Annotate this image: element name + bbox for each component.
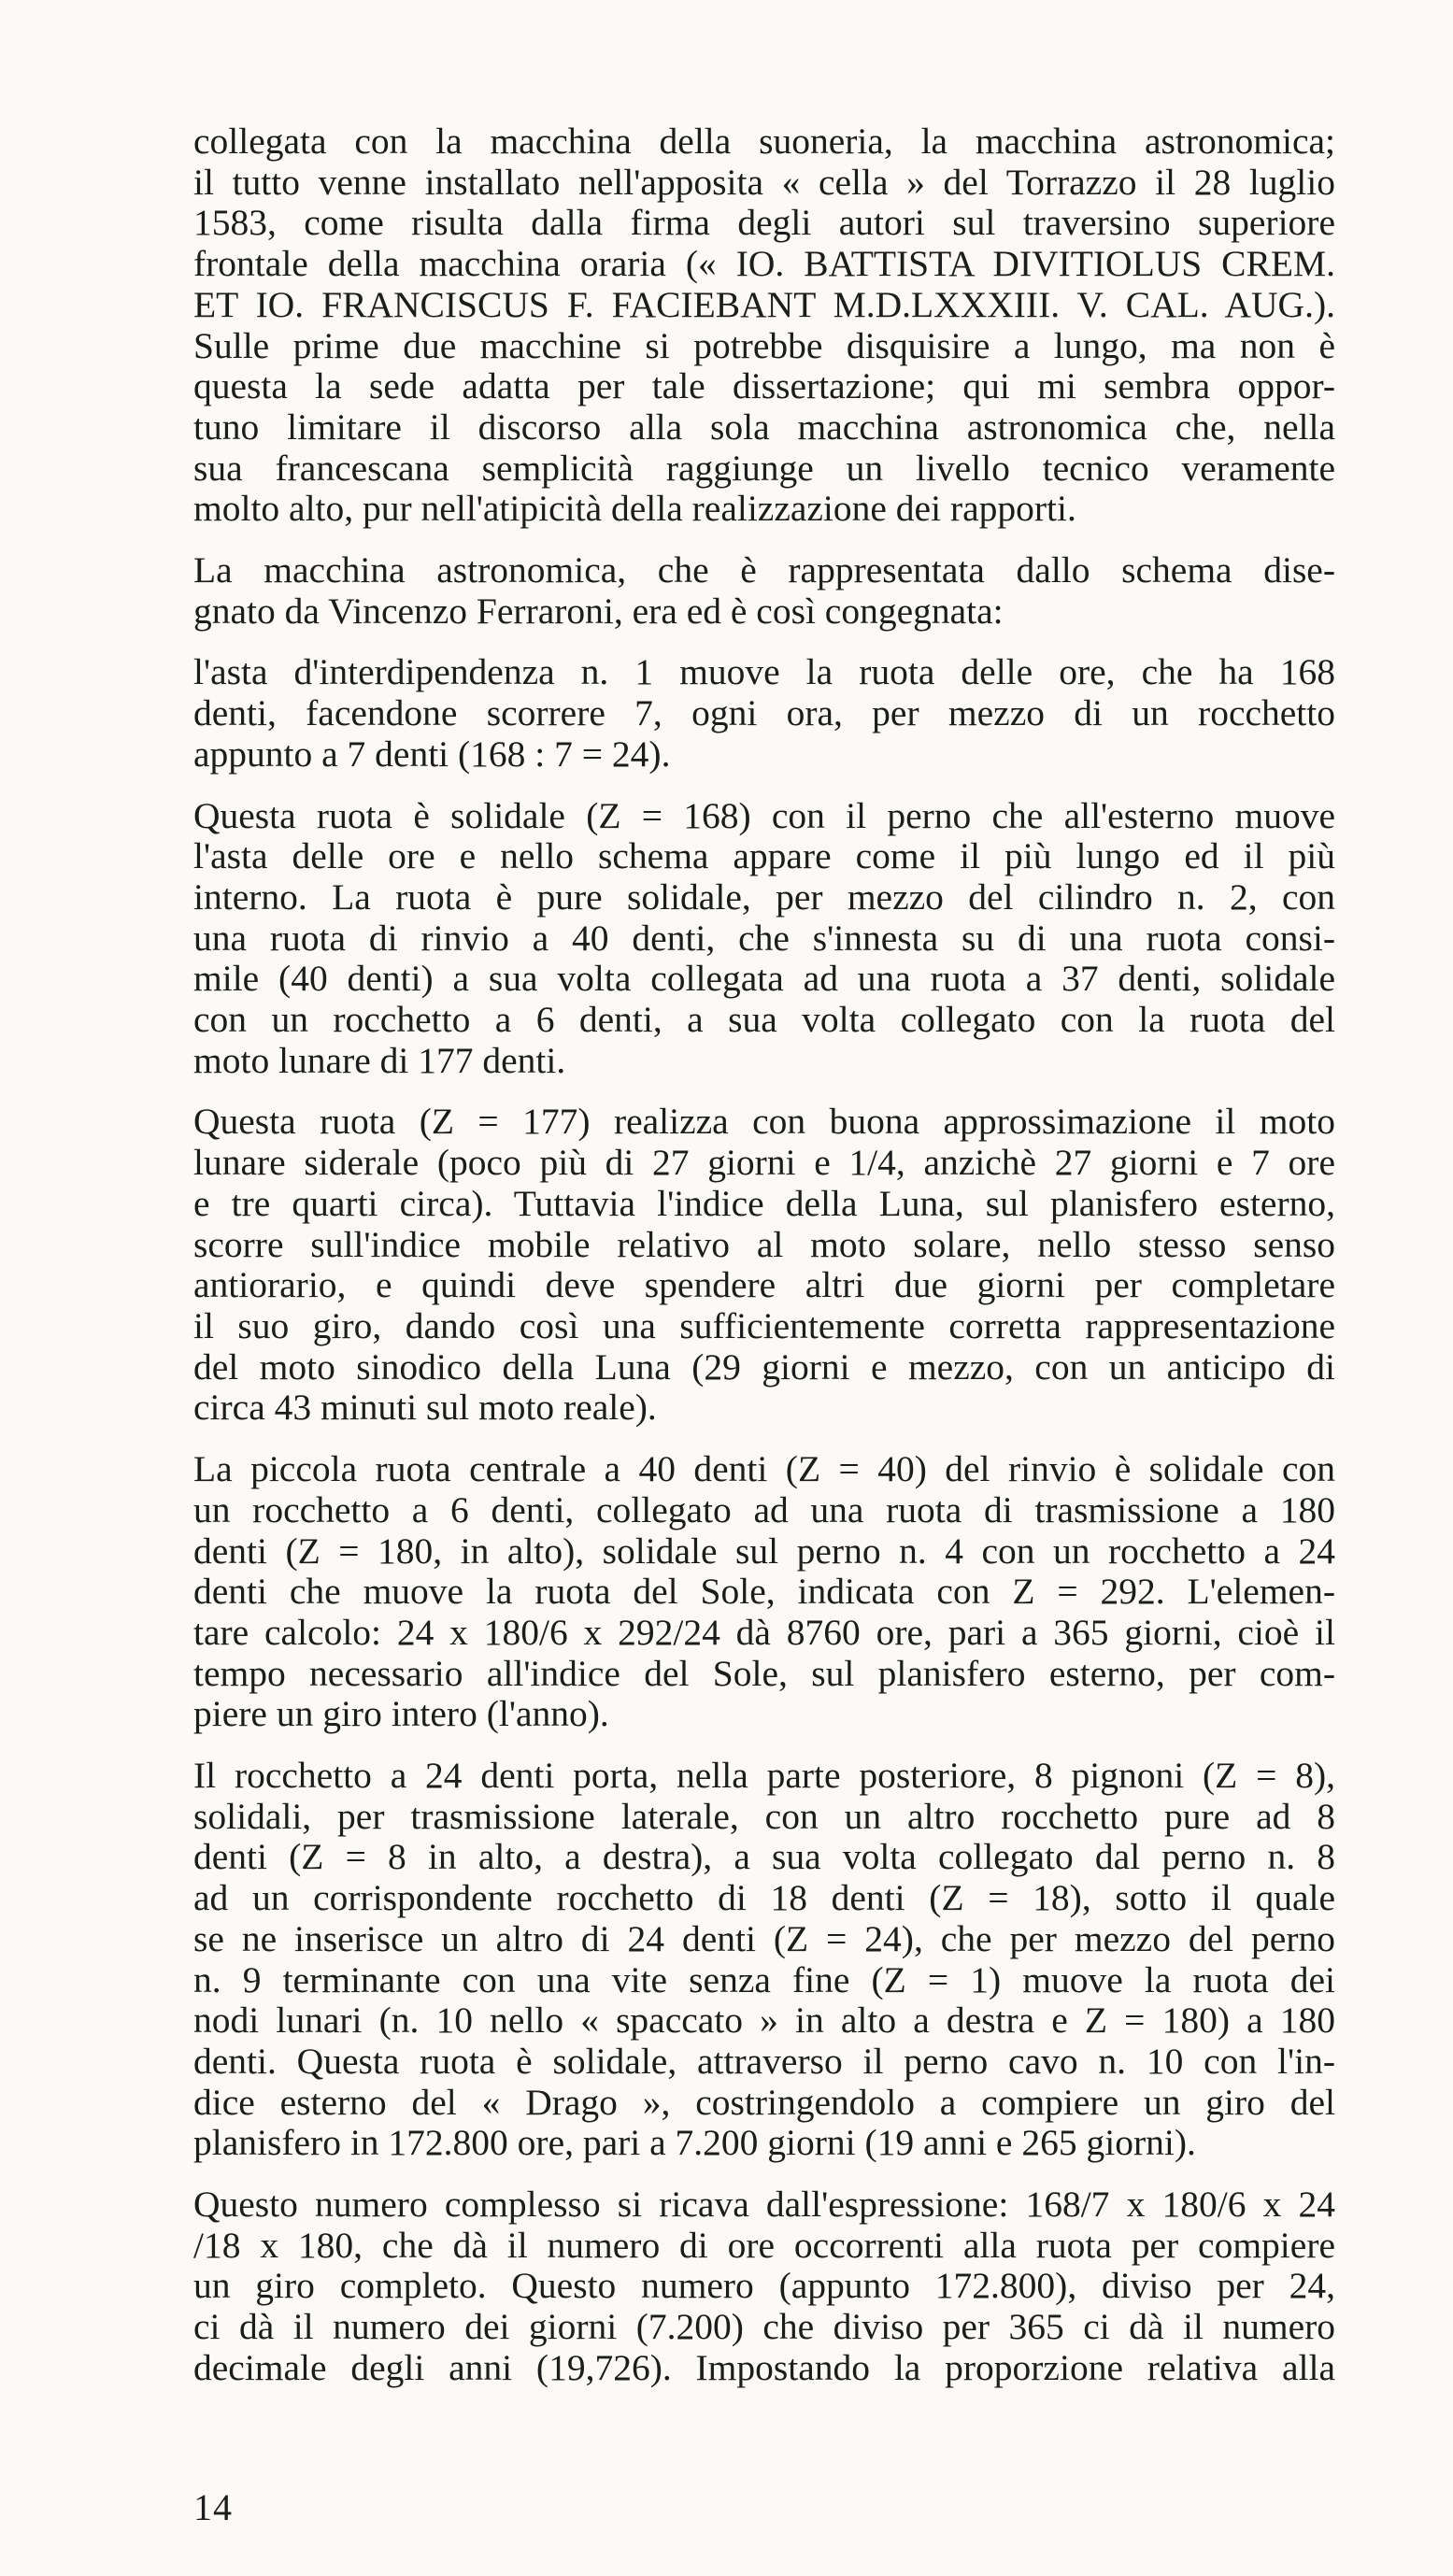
text-line: ad un corrispondente rocchetto di 18 denti (Z = 18), sotto il quale (193, 1877, 1335, 1919)
paragraph (193, 1102, 1335, 1429)
text-line: e tre quarti circa). Tuttavia l'indice della Luna, sul planisfero esterno, (193, 1182, 1335, 1224)
text-line: denti (Z = 8 in alto, a destra), a sua volta collegato dal perno n. 8 (193, 1836, 1335, 1878)
text-line: gnato da Vincenzo Ferraroni, era ed è così congegnata: (193, 590, 1004, 632)
text-line: decimale degli anni (19,726). Impostando la proporzione relativa alla (193, 2346, 1335, 2388)
text-line: Questa ruota (Z = 177) realizza con buona approssimazione il moto (193, 1101, 1335, 1143)
page-number: 14 (193, 2486, 233, 2528)
text-line: un giro completo. Questo numero (appunto 172.800), diviso per 24, (193, 2265, 1335, 2307)
text-line: denti (Z = 180, in alto), solidale sul perno n. 4 con un rocchetto a 24 (193, 1530, 1335, 1572)
text-line: Questo numero complesso si ricava dall'espressione: 168/7 x 180/6 x 24 (193, 2184, 1335, 2226)
text-line: solidali, per trasmissione laterale, con un altro rocchetto pure ad 8 (193, 1795, 1335, 1837)
paragraph (193, 550, 1335, 632)
text-line: scorre sull'indice mobile relativo al moto solare, nello stesso senso (193, 1223, 1335, 1265)
text-line: l'asta delle ore e nello schema appare come il più lungo ed il più (193, 835, 1335, 877)
text-line: lunare siderale (poco più di 27 giorni e 1/4, anzichè 27 giorni e 7 ore (193, 1142, 1335, 1184)
text-line: n. 9 terminante con una vite senza fine (Z = 1) muove la ruota dei (193, 1958, 1335, 2000)
text-line: 1583, come risulta dalla firma degli autori sul traversino superiore (193, 202, 1335, 244)
text-line: circa 43 minuti sul moto reale). (193, 1387, 657, 1429)
page-body (193, 121, 1335, 2410)
text-line: denti. Questa ruota è solidale, attraverso il perno cavo n. 10 con l'in- (193, 2040, 1335, 2082)
paragraph (193, 1449, 1335, 1735)
paragraph (193, 796, 1335, 1082)
text-line: Sulle prime due macchine si potrebbe disquisire a lungo, ma non è (193, 324, 1335, 366)
text-line: nodi lunari (n. 10 nello « spaccato » in alto a destra e Z = 180) a 180 (193, 2000, 1335, 2042)
text-line: tare calcolo: 24 x 180/6 x 292/24 dà 8760 ore, pari a 365 giorni, cioè il (193, 1611, 1335, 1653)
text-line: se ne inserisce un altro di 24 denti (Z = 24), che per mezzo del perno (193, 1917, 1335, 1959)
text-line: dice esterno del « Drago », costringendolo a compiere un giro del (193, 2081, 1335, 2123)
text-line: il tutto venne installato nell'apposita « cella » del Torrazzo il 28 luglio (193, 161, 1335, 203)
text-line: con un rocchetto a 6 denti, a sua volta collegato con la ruota del (193, 999, 1335, 1041)
text-line: ET IO. FRANCISCUS F. FACIEBANT M.D.LXXXIII. V. CAL. AUG.). (193, 283, 1335, 325)
text-line: denti, facendone scorrere 7, ogni ora, per mezzo di un rocchetto (193, 692, 1335, 734)
text-line: collegata con la macchina della suoneria, la macchina astronomica; (193, 121, 1335, 162)
text-line: sua francescana semplicità raggiunge un livello tecnico veramente (193, 447, 1335, 489)
text-line: un rocchetto a 6 denti, collegato ad una ruota di trasmissione a 180 (193, 1488, 1335, 1530)
text-line: frontale della macchina oraria (« IO. BATTISTA DIVITIOLUS CREM. (193, 243, 1335, 285)
text-line: questa la sede adatta per tale dissertazione; qui mi sembra oppor- (193, 365, 1335, 407)
paragraph (193, 2185, 1335, 2389)
text-line: una ruota di rinvio a 40 denti, che s'innesta su di una ruota consi- (193, 917, 1335, 959)
text-line: /18 x 180, che dà il numero di ore occorrenti alla ruota per compiere (193, 2224, 1335, 2266)
text-line: Questa ruota è solidale (Z = 168) con il perno che all'esterno muove (193, 794, 1335, 836)
text-line: La piccola ruota centrale a 40 denti (Z = 40) del rinvio è solidale con (193, 1448, 1335, 1490)
text-line: planisfero in 172.800 ore, pari a 7.200 giorni (19 anni e 265 giorni). (193, 2122, 1196, 2164)
text-line: antiorario, e quindi deve spendere altri due giorni per completare (193, 1264, 1335, 1306)
text-line: mile (40 denti) a sua volta collegata ad una ruota a 37 denti, solidale (193, 958, 1335, 1000)
text-line: l'asta d'interdipendenza n. 1 muove la ruota delle ore, che ha 168 (193, 651, 1335, 693)
paragraph (193, 1756, 1335, 2164)
text-line: La macchina astronomica, che è rappresentata dallo schema dise- (193, 549, 1335, 591)
paragraph (193, 652, 1335, 775)
paragraph (193, 121, 1335, 530)
text-line: tuno limitare il discorso alla sola macchina astronomica che, nella (193, 406, 1335, 448)
text-line: Il rocchetto a 24 denti porta, nella parte posteriore, 8 pignoni (Z = 8), (193, 1755, 1335, 1797)
text-line: ci dà il numero dei giorni (7.200) che diviso per 365 ci dà il numero (193, 2306, 1335, 2348)
text-line: denti che muove la ruota del Sole, indicata con Z = 292. L'elemen- (193, 1571, 1335, 1613)
text-line: tempo necessario all'indice del Sole, sul planisfero esterno, per com- (193, 1652, 1335, 1694)
text-line: molto alto, pur nell'atipicità della realizzazione dei rapporti. (193, 488, 1076, 530)
text-line: piere un giro intero (l'anno). (193, 1693, 609, 1735)
text-line: moto lunare di 177 denti. (193, 1039, 566, 1081)
text-line: interno. La ruota è pure solidale, per mezzo del cilindro n. 2, con (193, 875, 1335, 918)
text-line: appunto a 7 denti (168 : 7 = 24). (193, 733, 671, 775)
text-line: del moto sinodico della Luna (29 giorni e mezzo, con un anticipo di (193, 1345, 1335, 1388)
text-line: il suo giro, dando così una sufficientemente corretta rappresentazione (193, 1304, 1335, 1346)
